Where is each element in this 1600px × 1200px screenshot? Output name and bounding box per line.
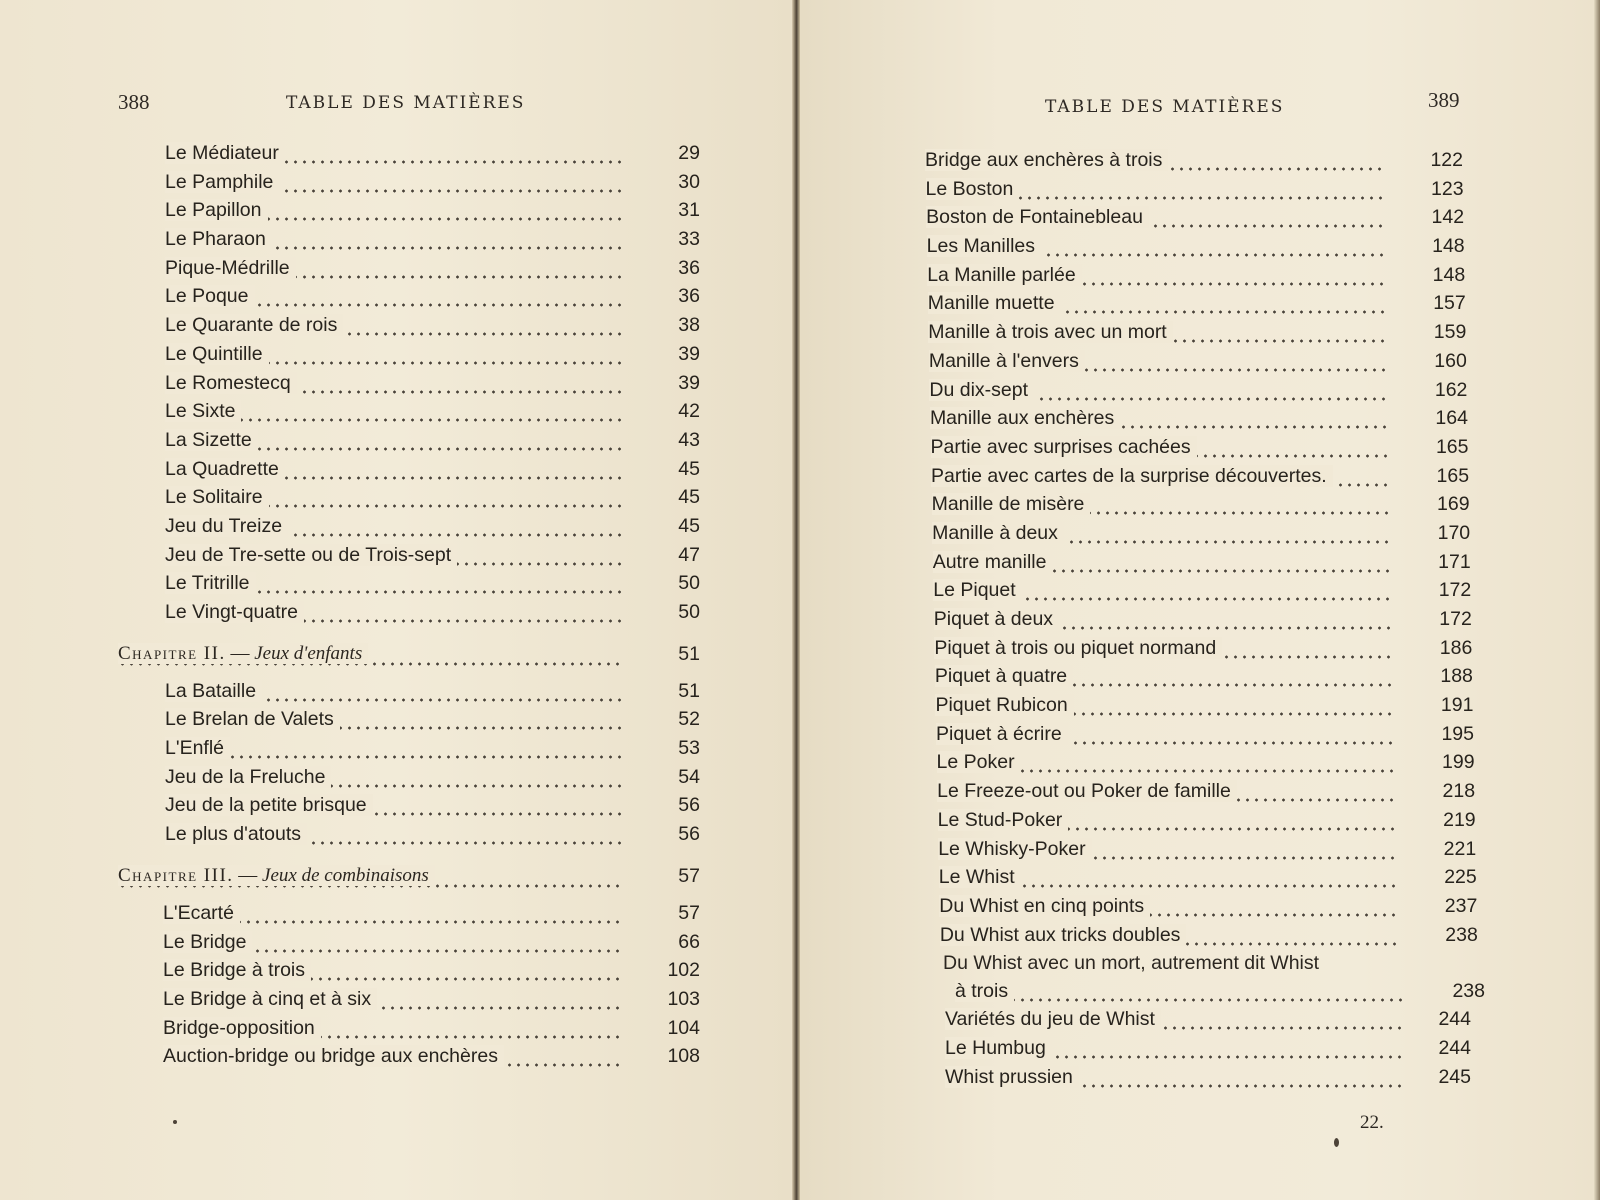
chapter-2-page: 51: [678, 642, 700, 665]
toc-entry-title: L'Ecarté: [163, 902, 240, 924]
toc-entry-page: 170: [1437, 521, 1471, 544]
toc-entry: [933, 576, 1485, 605]
toc-entry: [165, 820, 738, 849]
toc-entry-title: Le Bridge à trois: [163, 959, 311, 981]
toc-entry-title: La Manille parlée: [927, 264, 1082, 286]
toc-entry-title: Partie avec surprises cachées: [931, 436, 1197, 458]
toc-entry: [936, 720, 1485, 749]
chapter-3-heading: [118, 853, 738, 899]
toc-entry-title: Variétés du jeu de Whist: [945, 1008, 1161, 1030]
toc-entry-page: 36: [678, 256, 700, 279]
toc-entry: [939, 863, 1485, 892]
toc-entry-title: Le Brelan de Valets: [165, 708, 340, 730]
toc-entry-title: Du dix-sept: [929, 379, 1034, 401]
toc-entry-title: Bridge-opposition: [163, 1017, 321, 1039]
toc-entry: [927, 232, 1485, 261]
toc-entry: [165, 282, 738, 311]
toc-entry: [165, 139, 738, 168]
left-entries-group-c: [163, 899, 738, 1071]
toc-entry-title: Le Whisky-Poker: [938, 838, 1091, 860]
toc-entry: [938, 835, 1485, 864]
toc-entry-page: 195: [1441, 722, 1474, 745]
toc-entry: [928, 318, 1485, 347]
toc-entry-page: 165: [1436, 464, 1470, 487]
toc-entry: [165, 168, 738, 197]
toc-entry-title: Manille muette: [928, 292, 1061, 314]
toc-entry-title: Le Pharaon: [165, 228, 272, 250]
toc-entry: [163, 928, 738, 957]
toc-entry-page: 29: [678, 142, 700, 164]
toc-entry: [165, 254, 738, 283]
toc-entry: [165, 541, 738, 570]
toc-entry: [165, 340, 738, 369]
toc-entry-title: Piquet à quatre: [935, 665, 1073, 687]
chapter-2-dash: —: [230, 642, 250, 664]
toc-entry-title: Le Bridge: [163, 931, 252, 953]
whist-mort-entry: [925, 949, 1485, 1005]
toc-entry: [165, 397, 738, 426]
toc-entry-title: Piquet à trois ou piquet normand: [934, 637, 1222, 659]
toc-entry-page: 122: [1430, 149, 1463, 171]
toc-entry: [163, 985, 738, 1014]
toc-entry-title: Jeu de la Freluche: [165, 766, 331, 788]
toc-entry-page: 53: [678, 737, 700, 760]
paper-speck: [173, 1120, 177, 1124]
toc-entry-title: Manille à deux: [932, 522, 1064, 544]
toc-entry-title: Le Stud-Poker: [938, 809, 1069, 831]
toc-entry-page: 33: [678, 228, 700, 251]
toc-entry-title: Le Boston: [926, 178, 1020, 200]
toc-entry-page: 31: [678, 199, 700, 222]
right-page: [800, 0, 1600, 1200]
whist-mort-page: 238: [1452, 980, 1485, 1003]
toc-entry-title: Le Romestecq: [165, 372, 297, 394]
right-entries-group-b: [945, 1005, 1485, 1091]
toc-entry: [931, 433, 1486, 462]
paper-speck: [1334, 1138, 1339, 1147]
toc-entry-page: 56: [678, 794, 700, 817]
left-entries-group-a: [165, 139, 738, 627]
chapter-2-title: Jeux d'enfants: [254, 642, 363, 664]
chapter-2-label: Chapitre II.: [118, 642, 226, 664]
toc-entry-title: Jeu de Tre-sette ou de Trois-sept: [165, 544, 457, 566]
signature-mark: 22.: [1360, 1112, 1384, 1133]
toc-entry-page: 45: [678, 514, 700, 537]
toc-entry-page: 66: [678, 930, 700, 953]
toc-entry-title: La Bataille: [165, 680, 262, 702]
toc-entry-page: 39: [678, 342, 700, 365]
toc-entry-title: Piquet à écrire: [936, 723, 1068, 745]
toc-entry: [926, 175, 1485, 204]
toc-entry: [935, 662, 1485, 691]
toc-entry-title: Manille aux enchères: [930, 407, 1120, 429]
toc-entry: [938, 806, 1485, 835]
toc-entry: [934, 605, 1485, 634]
left-toc: [118, 139, 738, 1071]
toc-entry-title: Manille à l'envers: [929, 350, 1085, 372]
toc-entry-title: L'Enflé: [165, 737, 230, 759]
toc-entry: [939, 892, 1485, 921]
chapter-2-heading: [118, 631, 738, 677]
toc-entry: [945, 1005, 1485, 1034]
toc-entry-title: Du Whist en cinq points: [939, 895, 1150, 917]
toc-entry-page: 39: [678, 371, 700, 394]
toc-entry-title: Le Sixte: [165, 400, 241, 422]
toc-entry-page: 56: [678, 823, 700, 846]
toc-entry: [163, 1014, 738, 1043]
toc-entry-page: 199: [1442, 751, 1475, 774]
whist-mort-line2: à trois: [955, 980, 1014, 1002]
toc-entry-page: 237: [1444, 894, 1478, 917]
right-entries-group-a: [925, 146, 1485, 949]
toc-entry: [163, 956, 738, 985]
toc-entry: [927, 261, 1485, 290]
toc-entry-title: Jeu du Treize: [165, 515, 288, 537]
right-toc: [925, 146, 1485, 1091]
toc-entry: [165, 677, 738, 706]
toc-entry: [932, 490, 1485, 519]
left-page-number: 388: [118, 90, 150, 114]
toc-entry: [165, 734, 738, 763]
toc-entry-page: 45: [678, 457, 700, 480]
toc-entry: [930, 404, 1485, 433]
toc-entry-page: 172: [1439, 608, 1472, 630]
toc-entry-title: Les Manilles: [927, 235, 1041, 257]
book-gutter: [792, 0, 800, 1200]
toc-entry-page: 160: [1434, 349, 1467, 372]
toc-entry-page: 171: [1438, 550, 1471, 573]
toc-entry: [925, 146, 1485, 175]
toc-entry-page: 43: [678, 428, 700, 451]
toc-entry-page: 245: [1438, 1065, 1471, 1088]
toc-entry-title: Le Poker: [937, 751, 1021, 773]
toc-entry-page: 238: [1445, 923, 1478, 946]
toc-entry-page: 57: [678, 901, 700, 924]
toc-entry-page: 42: [678, 400, 700, 423]
toc-entry-title: Le Quintille: [165, 343, 269, 365]
toc-entry-title: Le Tritrille: [165, 572, 256, 594]
toc-entry: [163, 1042, 738, 1071]
toc-entry: [945, 1063, 1485, 1092]
toc-entry-title: Le Piquet: [933, 579, 1021, 601]
toc-entry-page: 164: [1435, 407, 1468, 430]
toc-entry-page: 51: [678, 679, 700, 702]
toc-entry: [945, 1034, 1485, 1063]
toc-entry-page: 123: [1431, 177, 1464, 200]
toc-entry: [165, 455, 738, 484]
toc-entry-page: 169: [1437, 493, 1470, 516]
toc-entry: [935, 691, 1485, 720]
toc-entry-title: La Sizette: [165, 429, 258, 451]
toc-entry: [934, 634, 1485, 663]
right-page-number: 389: [1428, 88, 1460, 112]
left-entries-group-b: [165, 677, 738, 849]
toc-entry-page: 52: [678, 708, 700, 731]
toc-entry-page: 225: [1444, 866, 1477, 889]
toc-entry: [928, 289, 1485, 318]
toc-entry: [931, 462, 1485, 491]
toc-entry-page: 191: [1440, 694, 1474, 717]
chapter-3-dash: —: [238, 864, 258, 886]
whist-mort-line1: Du Whist avec un mort, autrement dit Whist: [943, 952, 1320, 975]
toc-entry-page: 219: [1443, 808, 1476, 831]
toc-entry-title: La Quadrette: [165, 458, 285, 480]
toc-entry: [929, 376, 1485, 405]
toc-entry-title: Le Quarante de rois: [165, 314, 343, 336]
toc-entry: [165, 763, 738, 792]
toc-entry-title: Le Solitaire: [165, 486, 269, 508]
toc-entry-title: Le Médiateur: [165, 142, 285, 164]
toc-entry-page: 102: [667, 959, 700, 982]
toc-entry-title: Autre manille: [933, 551, 1053, 573]
toc-entry: [165, 225, 738, 254]
toc-entry-title: Le Whist: [939, 866, 1021, 888]
toc-entry-page: 165: [1435, 435, 1469, 458]
toc-entry-page: 47: [678, 543, 700, 566]
toc-entry-title: Partie avec cartes de la surprise découvertes.: [931, 465, 1333, 487]
toc-entry-title: Le Humbug: [945, 1037, 1052, 1059]
toc-entry-page: 159: [1433, 321, 1467, 344]
toc-entry-page: 218: [1442, 780, 1476, 803]
toc-entry-page: 172: [1438, 579, 1472, 602]
toc-entry-title: Pique-Médrille: [165, 257, 296, 279]
toc-entry-title: Piquet Rubicon: [935, 694, 1073, 716]
right-page-header: TABLE DES MATIÈRES: [1045, 97, 1285, 117]
toc-entry: [165, 705, 738, 734]
toc-entry-title: Boston de Fontainebleau: [926, 206, 1149, 228]
toc-entry-page: 103: [667, 987, 700, 1010]
toc-entry-page: 36: [678, 285, 700, 308]
toc-entry-page: 148: [1432, 235, 1465, 258]
toc-entry-page: 104: [667, 1016, 700, 1039]
toc-entry-page: 221: [1443, 837, 1477, 860]
toc-entry: [165, 569, 738, 598]
toc-entry-page: 50: [678, 601, 700, 623]
left-page-header: TABLE DES MATIÈRES: [286, 93, 526, 113]
toc-entry: [937, 777, 1485, 806]
whist-mort-line2-row: [955, 977, 1495, 1006]
toc-entry-title: Le plus d'atouts: [165, 823, 307, 845]
toc-entry-title: Le Pamphile: [165, 171, 279, 193]
toc-entry: [932, 519, 1485, 548]
toc-entry-title: Auction-bridge ou bridge aux enchères: [163, 1045, 504, 1067]
toc-entry: [165, 598, 738, 627]
toc-entry: [165, 196, 738, 225]
left-page: [0, 0, 792, 1200]
toc-entry: [937, 748, 1485, 777]
toc-entry-page: 30: [678, 170, 700, 193]
toc-entry-page: 142: [1431, 206, 1465, 229]
toc-entry-page: 244: [1438, 1036, 1471, 1059]
toc-entry-title: Piquet à deux: [934, 608, 1059, 630]
toc-entry: [165, 311, 738, 340]
toc-entry-page: 162: [1434, 378, 1468, 401]
toc-entry: [165, 426, 738, 455]
toc-entry-page: 50: [678, 572, 700, 595]
toc-entry: [165, 369, 738, 398]
toc-entry: [165, 512, 738, 541]
toc-entry: [933, 548, 1485, 577]
toc-entry-page: 244: [1438, 1008, 1471, 1031]
toc-entry-page: 186: [1439, 636, 1473, 659]
toc-entry-page: 108: [667, 1045, 700, 1068]
toc-entry-title: Le Vingt-quatre: [165, 601, 304, 623]
toc-entry-title: Le Freeze-out ou Poker de famille: [937, 780, 1237, 802]
toc-entry-title: Jeu de la petite brisque: [165, 794, 373, 816]
toc-entry-page: 38: [678, 314, 700, 337]
toc-entry-page: 45: [678, 486, 700, 509]
chapter-3-title: Jeux de combinaisons: [262, 864, 429, 886]
toc-entry: [165, 483, 738, 512]
toc-entry: [940, 921, 1485, 950]
toc-entry-title: Whist prussien: [945, 1066, 1079, 1088]
toc-entry-title: Le Papillon: [165, 199, 268, 221]
right-page-edge: [1594, 0, 1600, 1200]
toc-entry: [163, 899, 738, 928]
toc-entry: [929, 347, 1485, 376]
toc-entry-title: Manille à trois avec un mort: [928, 321, 1172, 343]
toc-entry-page: 54: [678, 765, 700, 788]
toc-entry: [926, 203, 1485, 232]
toc-entry-title: Manille de misère: [932, 493, 1091, 515]
toc-entry-title: Bridge aux enchères à trois: [925, 149, 1168, 171]
chapter-3-label: Chapitre III.: [118, 864, 234, 886]
toc-entry-page: 157: [1433, 292, 1466, 315]
chapter-3-page: 57: [678, 864, 700, 887]
toc-entry: [165, 791, 738, 820]
toc-entry-page: 188: [1440, 665, 1473, 688]
toc-entry-title: Le Bridge à cinq et à six: [163, 988, 377, 1010]
toc-entry-title: Le Poque: [165, 285, 255, 307]
toc-entry-title: Du Whist aux tricks doubles: [940, 924, 1187, 946]
toc-entry-page: 148: [1432, 263, 1466, 286]
